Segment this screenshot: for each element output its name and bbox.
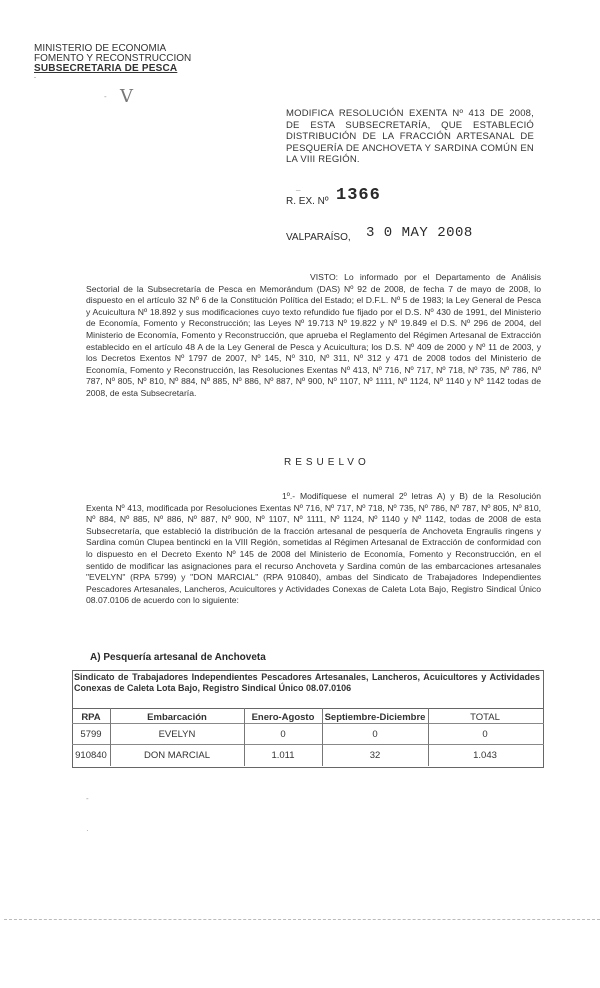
table-header-total: TOTAL <box>470 712 500 723</box>
resolution-subject: MODIFICA RESOLUCIÓN EXENTA Nº 413 DE 2008, DE ESTA SUBSECRETARÍA, QUE ESTABLECIÓ DISTRIBUCIÓN DE LA FRACCIÓN ARTESANAL DE PESQUERÍA DE ANCHOVETA Y SARDINA COMÚN EN LA VIII REGIÓN. <box>286 108 534 165</box>
page-fold-line <box>4 919 600 920</box>
table-header-septiembre-diciembre: Septiembre-Diciembre <box>324 712 426 723</box>
table-divider <box>72 723 544 724</box>
table-divider <box>72 744 544 745</box>
visto-paragraph: VISTO: Lo informado por el Departamento de Análisis Sectorial de la Subsecretaría de Pesca en Memorándum (DAS) Nº 92 de 2008, de fecha 7 de mayo de 2008, lo dispuesto en el artículo 32 Nº 6 de la Constitución Política del Estado; el D.F.L. Nº 5 de 1983; la Ley General de Pesca y Acuicultura Nº 18.892 y sus modificaciones cuyo texto refundido fue fijado por el D.S. Nº 430 de 1991, del Ministerio de Economía, Fomento y Reconstrucción; las Leyes Nº 19.713 Nº 19.822 y Nº 19.849 el D.S. Nº 296 de 2004, del Ministerio de Economía, Fomento y Reconstrucción, que aprueba el Reglamento del Régimen Artesanal de Extracción establecido en el artículo 48 A de la Ley General de Pesca y Acuicultura; los D.S. Nº 409 de 2000 y Nº 11 de 2003, y los Decretos Exentos Nº 1797 de 2007, Nº 145, Nº 310, Nº 311, Nº 312 y 471 de 2008 todos del Ministerio de Economía, Fomento y Reconstrucción, las Resoluciones Exentas Nº 413, Nº 716, Nº 717, Nº 718, Nº 735, Nº 786, Nº 787, Nº 805, Nº 810, Nº 884, Nº 885, Nº 886, Nº 887, Nº 900, Nº 1107, Nº 1111, Nº 1124, Nº 1140 y Nº 1142 todas de 2008, de esta Subsecretaría. <box>86 272 541 398</box>
resuelvo-heading: RESUELVO <box>284 457 370 468</box>
table-cell: 0 <box>482 729 488 740</box>
section-a-heading: A) Pesquería artesanal de Anchoveta <box>90 652 266 663</box>
ministry-header <box>34 44 219 82</box>
article-1-paragraph: 1º.- Modifíquese el numeral 2º letras A) y B) de la Resolución Exenta Nº 413, modificada por Resoluciones Exentas Nº 716, Nº 717, Nº 718, Nº 735, Nº 786, Nº 787, Nº 805, Nº 810, Nº 884, Nº 885, Nº 886, Nº 887, Nº 900, Nº 1107, Nº 1111, Nº 1124, Nº 1140 y Nº 1142, todas de 2008 de esta Subsecretaría, que estableció la distribución de la fracción artesanal de pesquería de Anchoveta Engraulis ringens y Sardina común Clupea bentincki en la VIII Región, sometidas al Régimen Artesanal de Extracción de conformidad con lo dispuesto en el Decreto Exento Nº 145 de 2008 del Ministerio de Economía, Fomento y Reconstrucción, en el sentido de modificar las asignaciones para el recurso Anchoveta y Sardina común de las embarcaciones artesanales "EVELYN" (RPA 5799) y "DON MARCIAL" (RPA 910840), ambas del Sindicato de Trabajadores Independientes Pescadores Artesanales, Lancheros, Acuicultores y Actividades Conexas de Caleta Lota Bajo, Registro Sindical Único 08.07.0106 de acuerdo con lo siguiente: <box>86 491 541 606</box>
stamp-dash: - <box>104 92 107 101</box>
table-cell: 1.043 <box>473 750 497 761</box>
table-header-rpa: RPA <box>81 712 101 723</box>
table-cell: 1.011 <box>271 750 295 761</box>
resolution-date: 3 0 MAY 2008 <box>366 225 473 241</box>
resolution-number: 1366 <box>336 186 381 205</box>
table-cell: DON MARCIAL <box>144 750 210 761</box>
resolution-place: VALPARAÍSO, <box>286 232 351 243</box>
table-cell: 32 <box>369 750 381 761</box>
scan-mark: - <box>86 794 89 803</box>
table-cell: 0 <box>280 729 286 740</box>
signature-mark-icon: V <box>120 86 133 107</box>
table-divider <box>72 708 544 709</box>
ministry-line-3: SUBSECRETARIA DE PESCA <box>34 63 178 74</box>
table-header-enero-agosto: Enero-Agosto <box>251 712 315 723</box>
ministry-line-2: FOMENTO Y RECONSTRUCCION <box>34 53 192 64</box>
table-cell: 5799 <box>80 729 102 740</box>
table-title: Sindicato de Trabajadores Independientes Pescadores Artesanales, Lancheros, Acuicultores y Actividades Conexas de Caleta Lota Bajo, Registro Sindical Único 08.07.0106 <box>74 672 540 693</box>
table-cell: 910840 <box>75 750 107 761</box>
table-cell: 0 <box>372 729 378 740</box>
scan-mark: · <box>86 826 89 835</box>
table-header-embarcacion: Embarcación <box>147 712 207 723</box>
table-cell: EVELYN <box>158 729 196 740</box>
ministry-line-4: - <box>34 75 37 81</box>
resolution-label: R. EX. Nº <box>286 196 329 207</box>
resolution-dash: _ <box>296 182 301 191</box>
ministry-line-1: MINISTERIO DE ECONOMIA <box>34 43 167 54</box>
